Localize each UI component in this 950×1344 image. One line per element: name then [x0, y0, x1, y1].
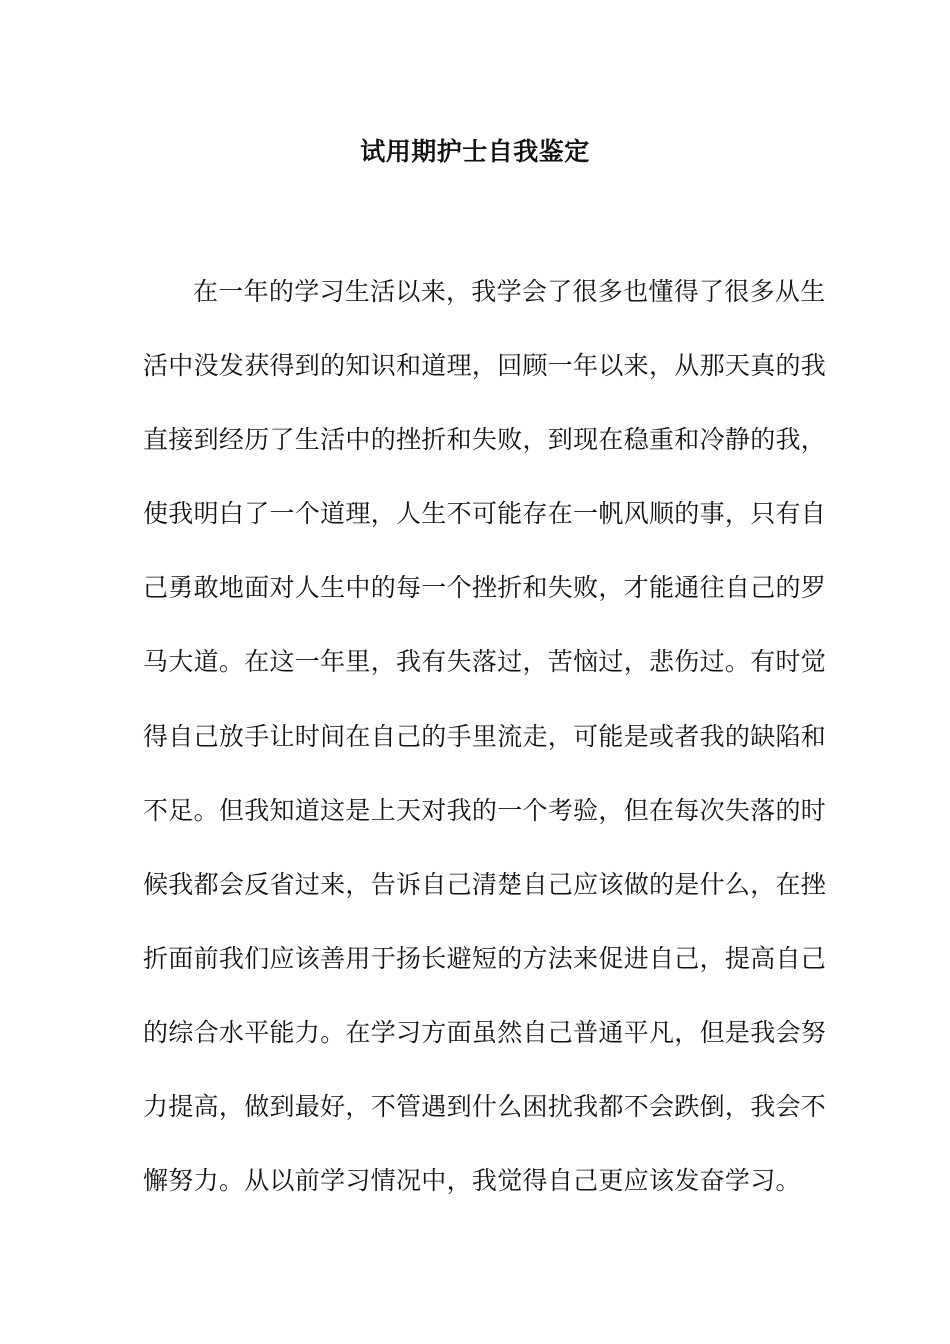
body-line-12: 力提高，做到最好，不管遇到什么困扰我都不会跌倒，我会不 [143, 1092, 827, 1122]
body-line-5: 己勇敢地面对人生中的每一个挫折和失败，才能通往自己的罗 [143, 573, 827, 603]
body-line-9: 候我都会反省过来，告诉自己清楚自己应该做的是什么，在挫 [143, 869, 827, 899]
body-line-13: 懈努力。从以前学习情况中，我觉得自己更应该发奋学习。 [143, 1166, 801, 1196]
body-line-1: 在一年的学习生活以来，我学会了很多也懂得了很多从生 [193, 277, 826, 306]
document-body [143, 255, 827, 1218]
body-line-6: 马大道。在这一年里，我有失落过，苦恼过，悲伤过。有时觉 [143, 647, 827, 677]
body-line-8: 不足。但我知道这是上天对我的一个考验，但在每次失落的时 [143, 795, 827, 825]
body-line-3: 直接到经历了生活中的挫折和失败，到现在稳重和冷静的我， [143, 425, 827, 455]
body-line-4: 使我明白了一个道理，人生不可能存在一帆风顺的事，只有自 [143, 499, 827, 529]
body-line-11: 的综合水平能力。在学习方面虽然自己普通平凡，但是我会努 [143, 1017, 827, 1047]
document-title: 试用期护士自我鉴定 [360, 137, 590, 166]
body-line-10: 折面前我们应该善用于扬长避短的方法来促进自己，提高自己 [143, 943, 827, 973]
body-line-2: 活中没发获得到的知识和道理，回顾一年以来，从那天真的我 [143, 351, 827, 381]
body-line-7: 得自己放手让时间在自己的手里流走，可能是或者我的缺陷和 [143, 721, 827, 751]
